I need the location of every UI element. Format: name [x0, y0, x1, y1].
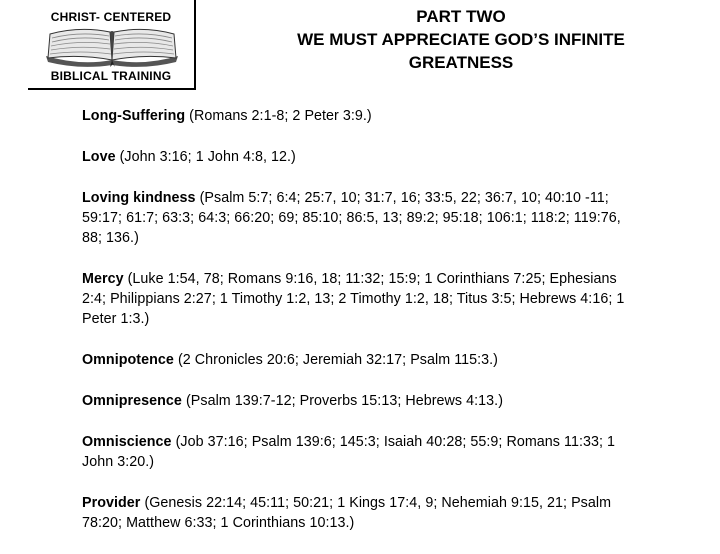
list-item: [82, 106, 642, 126]
attribute-term: Loving kindness: [82, 190, 196, 206]
attribute-term: Love: [82, 149, 116, 165]
open-bible-icon: [40, 22, 184, 68]
attribute-term: Mercy: [82, 271, 124, 287]
attribute-references: (Luke 1:54, 78; Romans 9:16, 18; 11:32; 15:9; 1 Corinthians 7:25; Ephesians 2:4; Philippians 2:27; 1 Timothy 1:2, 13; 2 Timothy 1:2, 18; Titus 3:5; Hebrews 4:16; 1 Peter 1:3.): [82, 271, 625, 327]
logo-bottom-text: BIBLICAL TRAINING: [50, 69, 172, 83]
attribute-term: Omniscience: [82, 434, 172, 450]
attribute-references: (Psalm 139:7-12; Proverbs 15:13; Hebrews 4:13.): [185, 393, 504, 409]
title-line-1: PART TWO: [416, 7, 506, 26]
list-item: [82, 147, 642, 167]
attribute-references: (Genesis 22:14; 45:11; 50:21; 1 Kings 17:4, 9; Nehemiah 9:15, 21; Psalm 78:20; Matthew 6:33; 1 Corinthians 10:13.): [82, 495, 612, 531]
page-title: [230, 5, 692, 74]
list-item: [82, 391, 642, 411]
logo-box: [28, 0, 196, 90]
list-item: [82, 188, 642, 248]
attribute-references: (John 3:16; 1 John 4:8, 12.): [119, 149, 296, 165]
attribute-term: Provider: [82, 495, 141, 511]
list-item: [82, 269, 642, 329]
attribute-term: Long-Suffering: [82, 108, 186, 124]
attribute-references: (Romans 2:1-8; 2 Peter 3:9.): [189, 108, 372, 124]
attribute-references: (Job 37:16; Psalm 139:6; 145:3; Isaiah 40:28; 55:9; Romans 11:33; 1 John 3:20.): [82, 434, 616, 470]
attribute-term: Omnipotence: [82, 352, 174, 368]
title-line-2: WE MUST APPRECIATE GOD’S INFINITE: [297, 30, 625, 49]
list-item: [82, 350, 642, 370]
attribute-references: (2 Chronicles 20:6; Jeremiah 32:17; Psalm 115:3.): [177, 352, 498, 368]
attribute-term: Omnipresence: [82, 393, 182, 409]
attribute-list: [82, 106, 642, 554]
attribute-references: (Psalm 5:7; 6:4; 25:7, 10; 31:7, 16; 33:5, 22; 36:7, 10; 40:10 -11; 59:17; 61:7; 63:3; 64:3; 66:20; 69; 85:10; 86:5, 13; 89:2; 95:18; 106:1; 118:2; 119:76, 88; 136.): [82, 190, 621, 246]
list-item: [82, 493, 642, 533]
title-line-3: GREATNESS: [408, 53, 514, 72]
logo-top-text: CHRIST- CENTERED: [50, 10, 172, 24]
list-item: [82, 432, 642, 472]
